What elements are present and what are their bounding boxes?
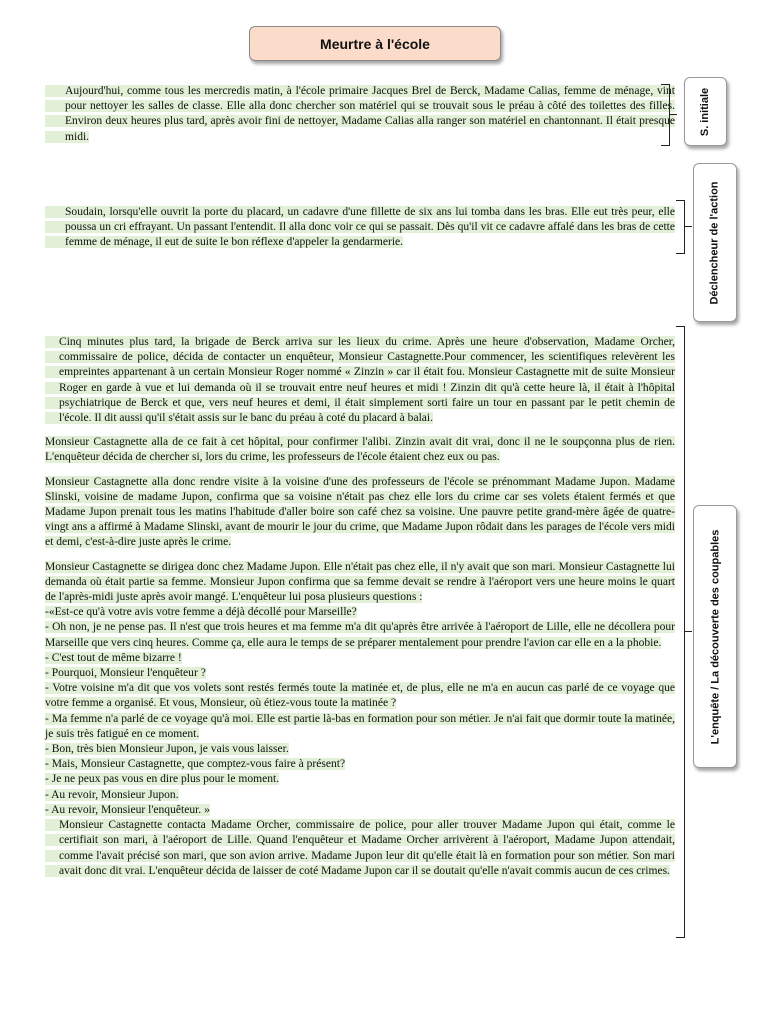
dialogue-line: - Mais, Monsieur Castagnette, que comptez-vous faire à présent? <box>45 758 346 771</box>
paragraph <box>45 335 675 426</box>
section-initiale-text <box>45 84 675 145</box>
section-initiale-bracket <box>661 84 670 146</box>
section-enquete-label <box>693 505 737 768</box>
dialogue-line: - Je ne peux pas vous en dire plus pour le moment. <box>45 773 280 786</box>
paragraph <box>45 205 675 251</box>
dialogue-line: - Ma femme n'a parlé de ce voyage qu'à moi. Elle est partie là-bas en formation pour son métier. Je n'ai fait que dormir toute la matinée, je suis très fatigué en ce moment. <box>45 712 675 740</box>
dialogue-line: Monsieur Castagnette se dirigea donc chez Madame Jupon. Elle n'était pas chez elle, il n'y avait que son mari. Monsieur Castagnette lui demanda où était partie sa femme. Monsieur Jupon confirma que sa femme devait se rendre à l'aéroport vers une heure moins le quart de l'après-midi juste après avoir mangé. L'enquêteur lui posa plusieurs questions : <box>45 560 675 604</box>
dialogue-line: - C'est tout de même bizarre ! <box>45 651 182 664</box>
dialogue <box>45 560 675 879</box>
section-declencheur-bracket <box>676 200 685 254</box>
paragraph <box>45 475 675 551</box>
dialogue-line: - Au revoir, Monsieur l'enquêteur. » <box>45 803 210 816</box>
paragraph <box>45 84 675 145</box>
section-enquete-text <box>45 335 675 879</box>
dialogue-line: - Votre voisine m'a dit que vos volets sont restés fermés toute la matinée et, de plus, elle ne m'a en aucun cas parlé de ce voyage que votre femme a organisé. Et vous, Monsieur, où étiez-vous toute la matinée ? <box>45 682 675 710</box>
section-declencheur-label-text: Déclencheur de l'action <box>709 180 722 305</box>
section-enquete-bracket <box>676 326 685 938</box>
section-declencheur-label <box>693 163 737 322</box>
dialogue-line: - Bon, très bien Monsieur Jupon, je vais vous laisser. <box>45 743 289 756</box>
paragraph-text: Cinq minutes plus tard, la brigade de Berck arriva sur les lieux du crime. Après une heure d'observation, Madame Orcher, commissaire de police, décida de contacter un enquêteur, Monsieur Castagnette.Pour commencer, les scientifiques relevèrent les empreintes appartenant à un certain Monsieur Roger nommé « Zinzin » car il était fou. Monsieur Castagnette mit de suite Monsieur Roger en garde à vue et lui demanda où il se trouvait entre neuf heures et midi ! Zinzin dit qu'à cette heure là, il était à l'hôpital psychiatrique de Berck et que, vers neuf heures et demi, il était simplement sorti faire un tour en passant par le petit chemin de l'école. Il dit aussi qu'il s'était assis sur le banc du préau à coté du placard à balai. <box>45 336 675 424</box>
paragraph-text: Monsieur Castagnette alla donc rendre visite à la voisine d'une des professeurs de l'école se prénommant Madame Jupon. Madame Slinski, voisine de madame Jupon, confirma que sa voisine n'était pas chez elle lors du crime car ses volets étaient fermés et que Madame Jupon prenait tous les matins l'habitude d'aller boire son café chez sa voisine. Une pauvre petite grand-mère âgée de quatre-vingt ans a affirmé à Madame Slinski, avant de mourir le jour du crime, que Madame Jupon rôdait dans les parages de l'école vers midi et demi, c'est-à-dire juste après le crime. <box>45 475 675 549</box>
dialogue-line: - Au revoir, Monsieur Jupon. <box>45 788 179 801</box>
document-title: Meurtre à l'école <box>249 26 501 61</box>
section-declencheur-text <box>45 205 675 251</box>
section-initiale-label-text: S. initiale <box>699 87 712 136</box>
paragraph-text: Aujourd'hui, comme tous les mercredis matin, à l'école primaire Jacques Brel de Berck, Madame Calias, femme de ménage, vint pour nettoyer les salles de classe. Elle alla donc chercher son matériel qui se trouvait sous le préau à côté des toilettes des filles. Environ deux heures plus tard, après avoir fini de nettoyer, Madame Calias alla ranger son matériel en chantonnant. Il était presque midi. <box>45 85 675 143</box>
section-initiale-label <box>684 77 727 146</box>
dialogue-line: - Pourquoi, Monsieur l'enquêteur ? <box>45 667 206 680</box>
paragraph-text: Soudain, lorsqu'elle ouvrit la porte du placard, un cadavre d'une fillette de six ans lui tomba dans les bras. Elle eut très peur, elle poussa un cri effrayant. Un passant l'entendit. Il alla donc voir ce qui se passait. Dès qu'il vit ce cadavre affalé dans les bras de cette femme de ménage, il eut de suite le bon réflexe d'appeler la gendarmerie. <box>45 206 675 248</box>
section-enquete-label-text: L'enquête / La découverte des coupables <box>709 529 722 744</box>
paragraph-text: Monsieur Castagnette alla de ce fait à cet hôpital, pour confirmer l'alibi. Zinzin avait dit vrai, donc il ne le soupçonna plus de rien. L'enquêteur décida de chercher si, lors du crime, les professeurs de l'école étaient chez eux ou pas. <box>45 436 675 464</box>
closing-paragraph: Monsieur Castagnette contacta Madame Orcher, commissaire de police, pour aller trouver Madame Jupon qui était, comme le certifiait son mari, à l'aéroport de Lille. Quand l'enquêteur et Madame Orcher arrivèrent à l'aéroport, Madame Jupon attendait, comme l'avait précisé son mari, que son avion arrive. Madame Jupon leur dit qu'elle était là en formation pour son métier. Son mari avait donc dit vrai. L'enquêteur décida de laisser de coté Madame Jupon car il se doutait qu'elle n'avait commis aucun de ces crimes. <box>45 819 675 877</box>
paragraph <box>45 435 675 465</box>
dialogue-line: -«Est-ce qu'à votre avis votre femme a déjà décollé pour Marseille? <box>45 606 357 619</box>
dialogue-line: - Oh non, je ne pense pas. Il n'est que trois heures et ma femme m'a dit qu'après être arrivée à l'aéroport de Lille, elle ne décollera pour Marseille que vers cinq heures. Comme ça, elle aura le temps de se préparer mentalement pour prendre l'avion car elle en a la phobie. <box>45 621 675 649</box>
